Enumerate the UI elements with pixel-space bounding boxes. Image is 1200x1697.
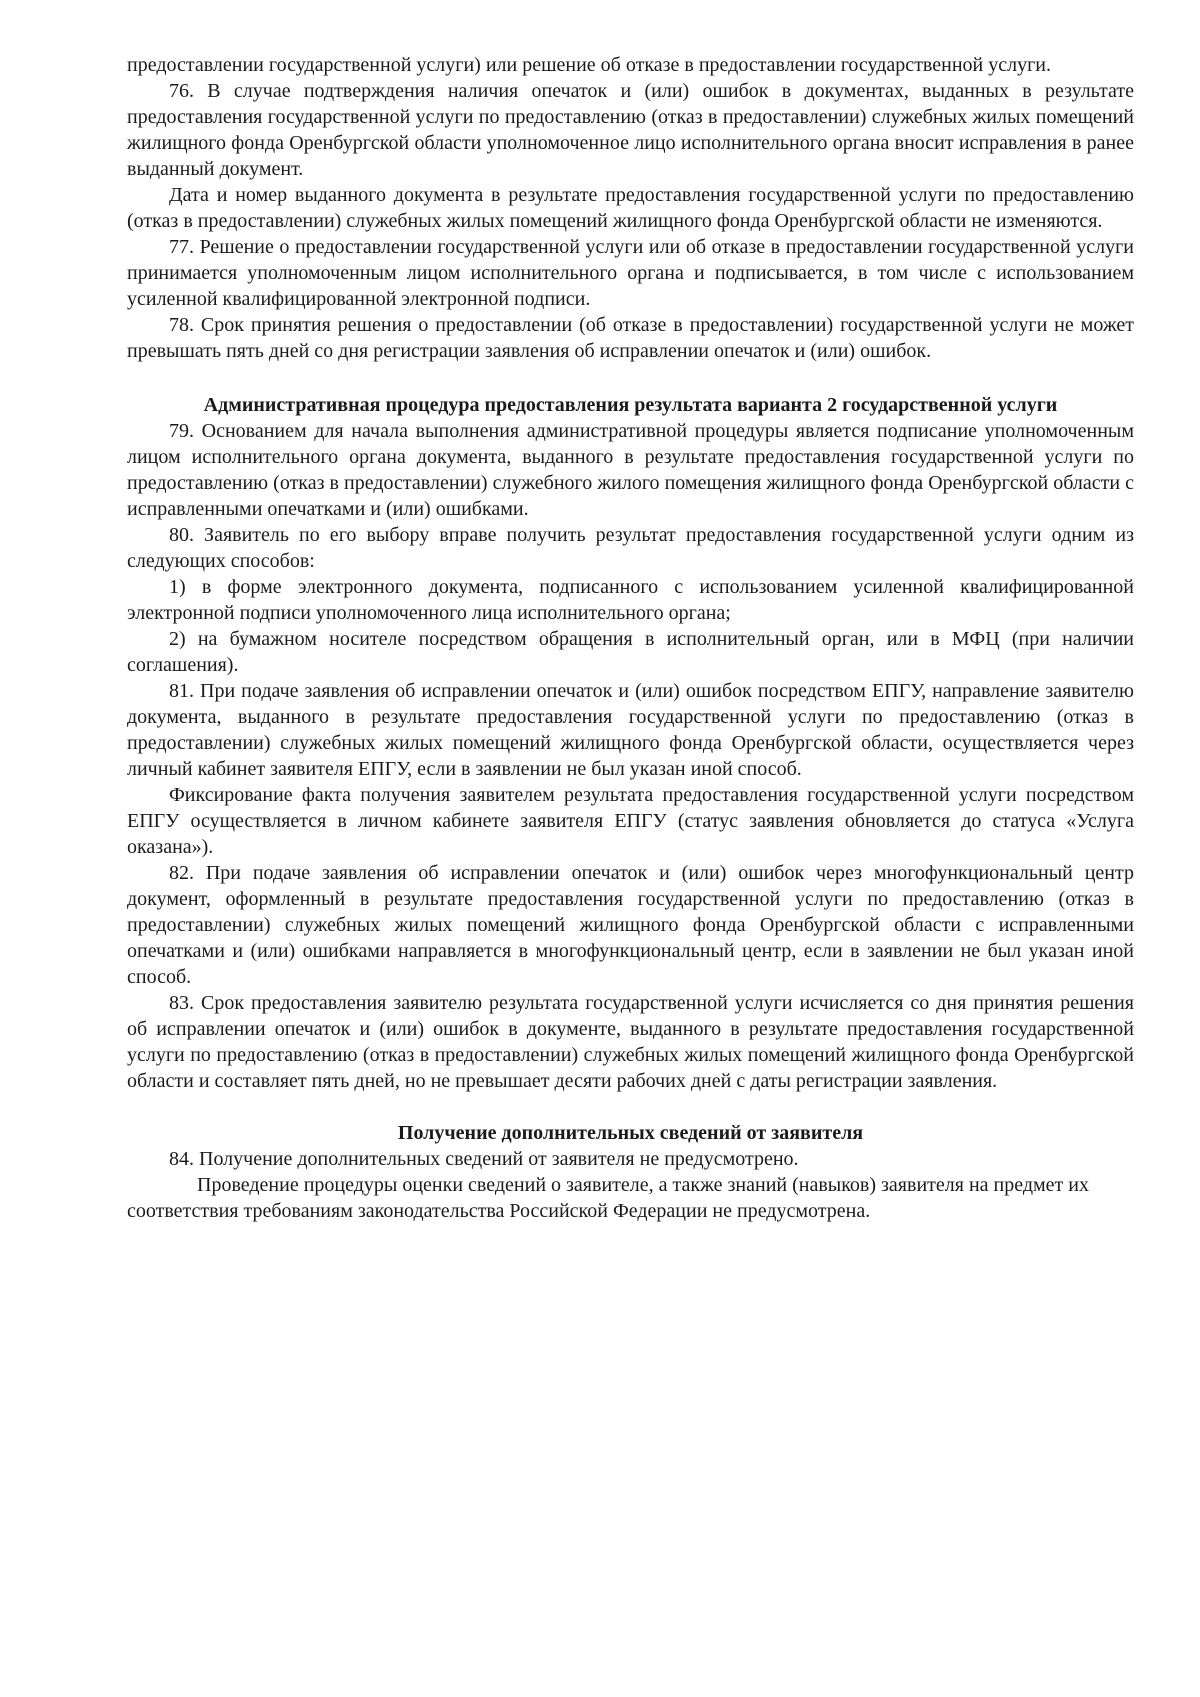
section-heading-additional-info: Получение дополнительных сведений от заявителя	[397, 1122, 864, 1144]
paragraph-84: 84. Получение дополнительных сведений от заявителя не предусмотрено.	[169, 1148, 799, 1170]
paragraph-80: 80. Заявитель по его выбору вправе получить результат предоставления государственной услуги одним из следующих способов:	[127, 524, 1134, 572]
paragraph-76: 76. В случае подтверждения наличия опечаток и (или) ошибок в документах, выданных в результате предоставления государственной услуги по предоставлению (отказ в предоставлении) служебных жилых помещений жилищного фонда Оренбургской области уполномоченное лицо исполнительного органа вносит исправления в ранее выданный документ.	[127, 80, 1134, 180]
paragraph-81: 81. При подаче заявления об исправлении опечаток и (или) ошибок посредством ЕПГУ, направление заявителю документа, выданного в результате предоставления государственной услуги по предоставлению (отказ в предоставлении) служебных жилых помещений жилищного фонда Оренбургской области, осуществляется через личный кабинет заявителя ЕПГУ, если в заявлении не был указан иной способ.	[127, 680, 1134, 780]
paragraph-83: 83. Срок предоставления заявителю результата государственной услуги исчисляется со дня принятия решения об исправлении опечаток и (или) ошибок в документе, выданного в результате предоставления государственной услуги по предоставлению (отказ в предоставлении) служебных жилых помещений жилищного фонда Оренбургской области и составляет пять дней, но не превышает десяти рабочих дней с даты регистрации заявления.	[127, 992, 1134, 1092]
paragraph-78: 78. Срок принятия решения о предоставлении (об отказе в предоставлении) государственной услуги не может превышать пять дней со дня регистрации заявления об исправлении опечаток и (или) ошибок.	[127, 314, 1134, 362]
paragraph-77: 77. Решение о предоставлении государственной услуги или об отказе в предоставлении государственной услуги принимается уполномоченным лицом исполнительного органа и подписывается, в том числе с использованием усиленной квалифицированной электронной подписи.	[127, 236, 1134, 310]
paragraph-82: 82. При подаче заявления об исправлении опечаток и (или) ошибок через многофункциональный центр документ, оформленный в результате предоставления государственной услуги по предоставлению (отказ в предоставлении) служебных жилых помещений жилищного фонда Оренбургской области с исправленными опечатками и (или) ошибками направляется в многофункциональный центр, если в заявлении не был указан иной способ.	[127, 862, 1134, 988]
paragraph-76-date: Дата и номер выданного документа в результате предоставления государственной услуги по предоставлению (отказ в предоставлении) служебных жилых помещений жилищного фонда Оренбургской области не изменяются.	[127, 184, 1134, 232]
paragraph-84-assessment: Проведение процедуры оценки сведений о заявителе, а также знаний (навыков) заявителя на предмет их соответствия требованиям законодательства Российской Федерации не предусмотрена.	[127, 1174, 1090, 1222]
paragraph-80-item-1: 1) в форме электронного документа, подписанного с использованием усиленной квалифицированной электронной подписи уполномоченного лица исполнительного органа;	[127, 576, 1134, 624]
paragraph-80-item-2: 2) на бумажном носителе посредством обращения в исполнительный орган, или в МФЦ (при наличии соглашения).	[127, 628, 1134, 676]
section-heading-variant-2: Административная процедура предоставления результата варианта 2 государственной услуги	[203, 394, 1058, 416]
spacer	[127, 364, 1134, 392]
paragraph-81-status: Фиксирование факта получения заявителем результата предоставления государственной услуги посредством ЕПГУ осуществляется в личном кабинете заявителя ЕПГУ (статус заявления обновляется до статуса «Услуга оказана»).	[127, 784, 1134, 858]
spacer	[127, 1094, 1134, 1120]
document-page	[127, 52, 1134, 1224]
paragraph-79: 79. Основанием для начала выполнения административной процедуры является подписание уполномоченным лицом исполнительного органа документа, выданного в результате предоставления государственной услуги по предоставлению (отказ в предоставлении) служебного жилого помещения жилищного фонда Оренбургской области с исправленными опечатками и (или) ошибками.	[127, 420, 1134, 520]
paragraph-continuation: предоставлении государственной услуги) или решение об отказе в предоставлении государственной услуги.	[127, 54, 1052, 76]
